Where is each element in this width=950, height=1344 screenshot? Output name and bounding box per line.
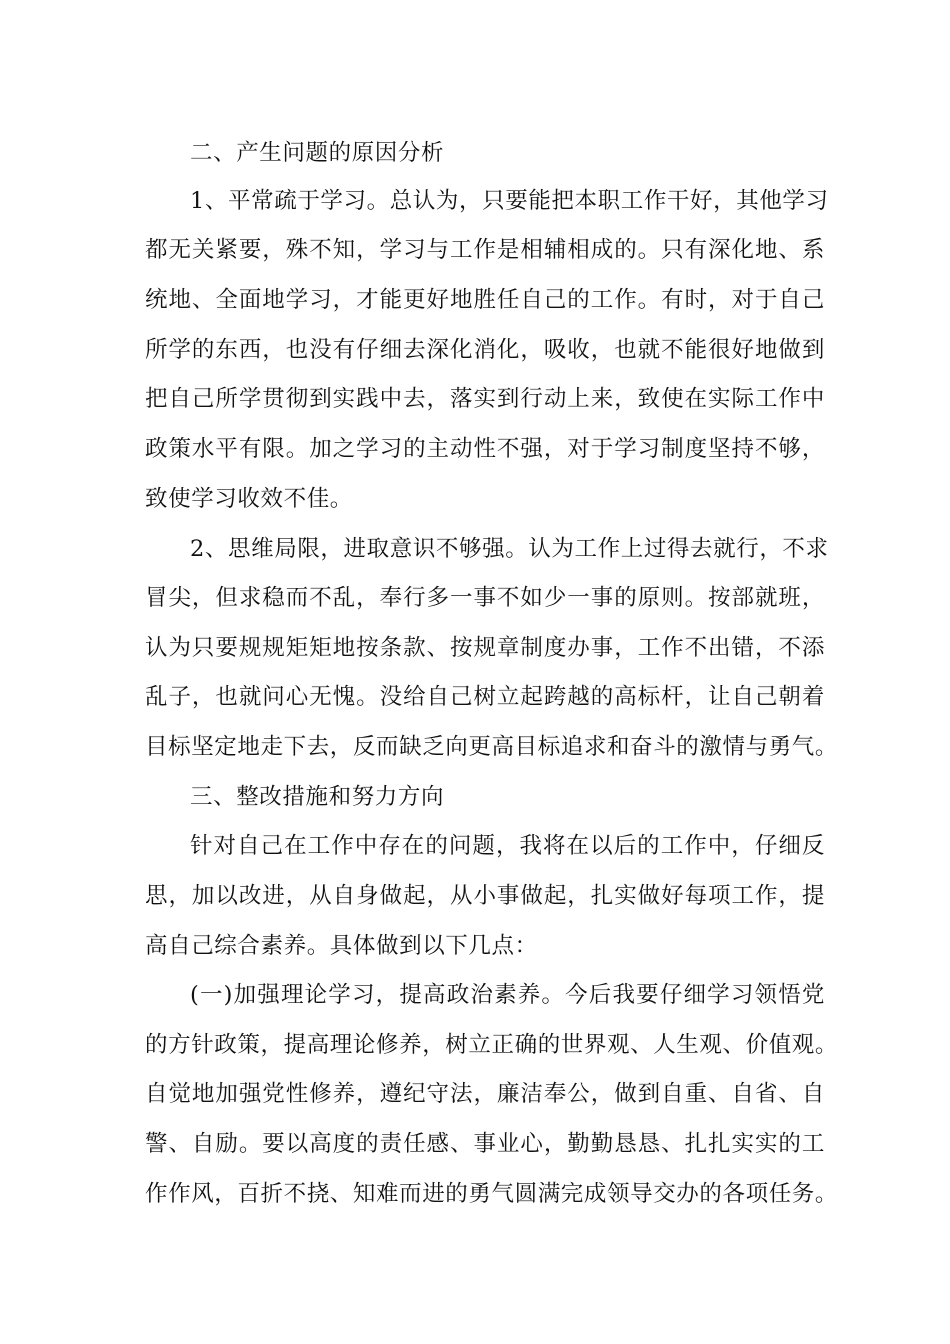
text-line: 统地、全面地学习，才能更好地胜任自己的工作。有时，对于自己 xyxy=(145,287,825,313)
text-line: 自觉地加强党性修养，遵纪守法，廉洁奉公，做到自重、自省、自 xyxy=(145,1081,825,1107)
text-line: 认为只要规规矩矩地按条款、按规章制度办事，工作不出错，不添 xyxy=(145,635,825,661)
text-line: 作作风，百折不挠、知难而进的勇气圆满完成领导交办的各项任务。 xyxy=(145,1181,839,1207)
text-line: 冒尖，但求稳而不乱，奉行多一事不如少一事的原则。按部就班， xyxy=(145,585,825,611)
text-line: 思，加以改进，从自身做起，从小事做起，扎实做好每项工作，提 xyxy=(145,883,825,909)
section-heading-measures: 三、整改措施和努力方向 xyxy=(190,784,445,810)
text-line: 所学的东西，也没有仔细去深化消化，吸收，也就不能很好地做到 xyxy=(145,337,825,363)
text-line: 乱子，也就问心无愧。没给自己树立起跨越的高标杆，让自己朝着 xyxy=(145,684,825,710)
text-line: 2、思维局限，进取意识不够强。认为工作上过得去就行，不求 xyxy=(190,536,829,562)
text-line: 把自己所学贯彻到实践中去，落实到行动上来，致使在实际工作中 xyxy=(145,386,825,412)
text-line: 针对自己在工作中存在的问题，我将在以后的工作中，仔细反 xyxy=(190,833,825,859)
text-line: 的方针政策，提高理论修养，树立正确的世界观、人生观、价值观。 xyxy=(145,1032,839,1058)
text-line: 都无关紧要，殊不知，学习与工作是相辅相成的。只有深化地、系 xyxy=(145,237,825,263)
text-line: (一)加强理论学习，提高政治素养。今后我要仔细学习领悟党 xyxy=(190,982,825,1008)
text-line: 政策水平有限。加之学习的主动性不强，对于学习制度坚持不够， xyxy=(145,436,825,462)
section-heading-causes: 二、产生问题的原因分析 xyxy=(190,140,445,166)
text-line: 目标坚定地走下去，反而缺乏向更高目标追求和奋斗的激情与勇气。 xyxy=(145,734,839,760)
text-line: 警、自励。要以高度的责任感、事业心，勤勤恳恳、扎扎实实的工 xyxy=(145,1131,825,1157)
text-line: 1、平常疏于学习。总认为，只要能把本职工作干好，其他学习 xyxy=(190,188,829,214)
text-line: 高自己综合素养。具体做到以下几点： xyxy=(145,933,538,959)
text-line: 致使学习收效不佳。 xyxy=(145,486,353,512)
